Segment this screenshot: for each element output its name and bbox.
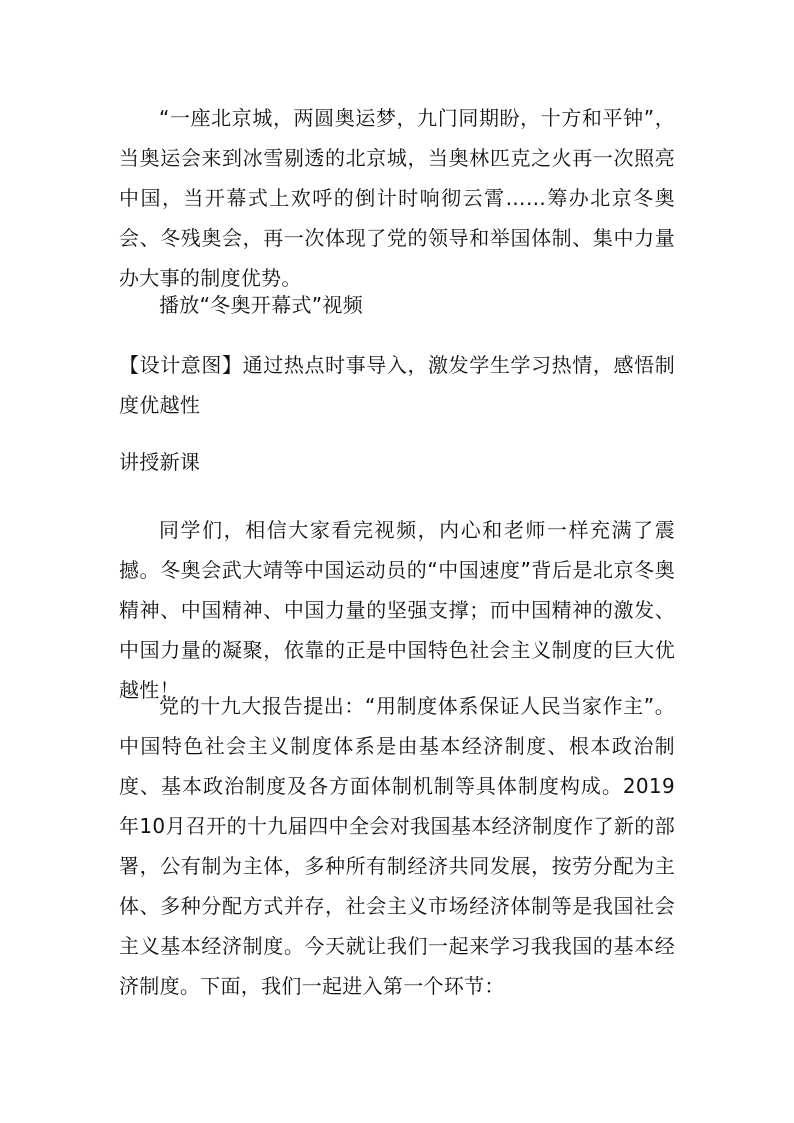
design-intent-paragraph: 【设计意图】通过热点时事导入，激发学生学习热情，感悟制度优越性 xyxy=(119,353,675,417)
body-paragraph: 同学们，相信大家看完视频，内心和老师一样充满了震撼。冬奥会武大靖等中国运动员的“中国速度”背后是北京冬奥精神、中国精神、中国力量的坚强支撑；而中国精神的激发、中国力量的凝聚，依靠的正是中国特色社会主义制度的巨大优越性！ xyxy=(119,518,675,702)
video-instruction: 播放“冬奥开幕式”视频 xyxy=(159,293,364,317)
body-paragraph: 党的十九大报告提出：“用制度体系保证人民当家作主”。中国特色社会主义制度体系是由基本经济制度、根本政治制度、基本政治制度及各方面体制机制等具体制度构成。2019年10月召开的十九届四中全会对我国基本经济制度作了新的部署，公有制为主体，多种所有制经济共同发展，按劳分配为主体、多种分配方式并存，社会主义市场经济体制等是我国社会主义基本经济制度。今天就让我们一起来学习我我国的基本经济制度。下面，我们一起进入第一个环节： xyxy=(119,694,675,998)
intro-paragraph: “一座北京城，两圆奥运梦，九门同期盼，十方和平钟”，当奥运会来到冰雪剔透的北京城，当奥林匹克之火再一次照亮中国，当开幕式上欢呼的倒计时响彻云霄……筹办北京冬奥会、冬残奥会，再一次体现了党的领导和举国体制、集中力量办大事的制度优势。 xyxy=(119,106,675,290)
section-heading: 讲授新课 xyxy=(119,450,201,474)
